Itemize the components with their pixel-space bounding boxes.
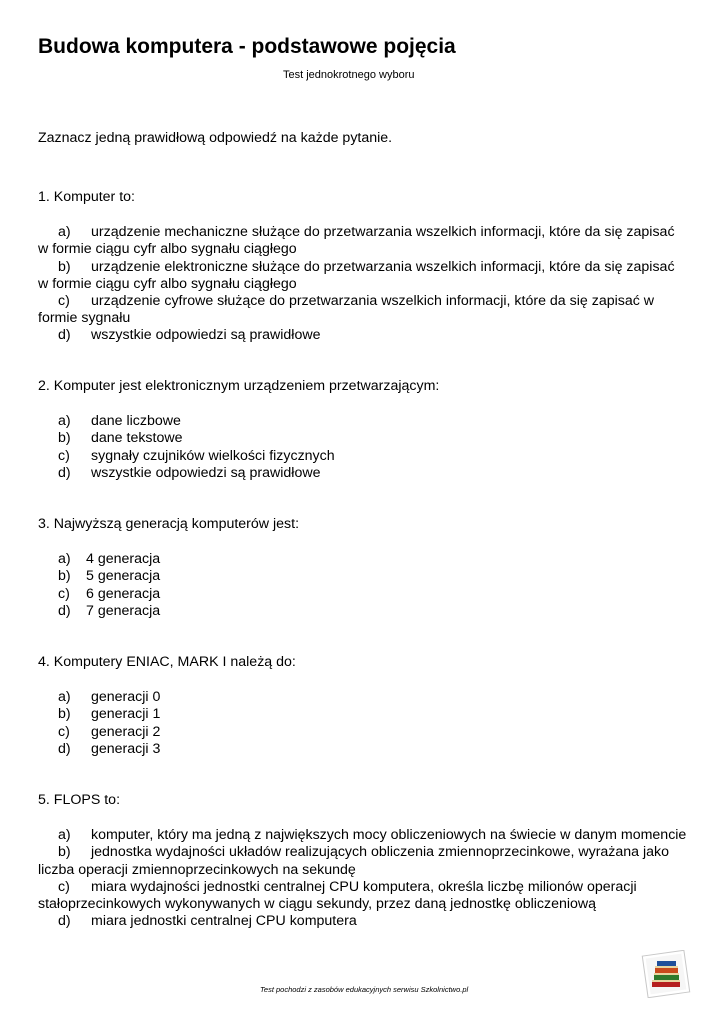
answer-option[interactable] xyxy=(38,827,688,844)
answer-list xyxy=(38,413,688,482)
footer-source-note: Test pochodzi z zasobów edukacyjnych serwisu Szkolnictwo.pl xyxy=(260,985,469,994)
answer-letter: d) xyxy=(58,602,71,619)
question-1 xyxy=(38,189,688,345)
answer-option[interactable] xyxy=(38,689,688,706)
question-text: 4. Komputery ENIAC, MARK I należą do: xyxy=(38,654,296,670)
question-text: 3. Najwyższą generacją komputerów jest: xyxy=(38,516,300,532)
answer-text: jednostka wydajności układów realizujących obliczenia zmiennoprzecinkowe, wyrażana jako liczba operacji zmiennoprzecinkowych na sekundę xyxy=(38,844,670,878)
answer-option[interactable] xyxy=(38,844,688,878)
answer-text: 6 generacja xyxy=(86,585,161,602)
question-3 xyxy=(38,516,688,620)
question-text: 5. FLOPS to: xyxy=(38,792,121,808)
answer-option[interactable] xyxy=(38,327,688,344)
answer-option[interactable] xyxy=(38,586,688,603)
answer-option[interactable] xyxy=(38,224,688,258)
answer-text: generacji 0 xyxy=(91,689,161,706)
page-subtitle: Test jednokrotnego wyboru xyxy=(283,69,415,81)
answer-letter: a) xyxy=(58,413,71,430)
page-title: Budowa komputera - podstawowe pojęcia xyxy=(38,35,456,58)
answer-letter: d) xyxy=(58,327,71,344)
answer-letter: b) xyxy=(58,844,71,861)
answer-text: 7 generacja xyxy=(86,602,161,619)
answer-text: dane liczbowe xyxy=(91,413,181,430)
answer-letter: d) xyxy=(58,740,71,757)
answer-text: generacji 3 xyxy=(91,740,161,757)
answer-letter: a) xyxy=(58,224,71,241)
instruction-text: Zaznacz jedną prawidłową odpowiedź na każde pytanie. xyxy=(38,130,393,146)
books-stack-icon xyxy=(640,950,692,998)
answer-option[interactable] xyxy=(38,293,688,327)
answer-option[interactable] xyxy=(38,741,688,758)
answer-text: miara jednostki centralnej CPU komputera xyxy=(91,913,357,930)
answer-list xyxy=(38,827,688,930)
answer-option[interactable] xyxy=(38,465,688,482)
answer-option[interactable] xyxy=(38,568,688,585)
answer-letter: a) xyxy=(58,689,71,706)
answer-text: urządzenie elektroniczne służące do przetwarzania wszelkich informacji, które da się zapisać w formie ciągu cyfr albo sygnału ciągłego xyxy=(38,258,675,292)
answer-letter: b) xyxy=(58,258,71,275)
answer-letter: b) xyxy=(58,430,71,447)
answer-text: wszystkie odpowiedzi są prawidłowe xyxy=(91,464,321,481)
question-text: 1. Komputer to: xyxy=(38,189,135,205)
answer-text: miara wydajności jednostki centralnej CPU komputera, określa liczbę milionów operacji stałoprzecinkowych wykonywanych w ciągu sekundy, przez daną jednostkę obliczeniową xyxy=(38,878,637,913)
question-text: 2. Komputer jest elektronicznym urządzeniem przetwarzającym: xyxy=(38,378,440,394)
answer-text: 4 generacja xyxy=(86,551,161,568)
answer-letter: c) xyxy=(58,723,70,740)
answer-letter: b) xyxy=(58,706,71,723)
answer-text: urządzenie mechaniczne służące do przetwarzania wszelkich informacji, które da się zapisać w formie ciągu cyfr albo sygnału ciągłego xyxy=(38,224,675,258)
answer-list xyxy=(38,551,688,620)
answer-option[interactable] xyxy=(38,706,688,723)
answer-option[interactable] xyxy=(38,448,688,465)
answer-option[interactable] xyxy=(38,879,688,913)
answer-option[interactable] xyxy=(38,724,688,741)
answer-text: generacji 1 xyxy=(91,706,161,723)
answer-option[interactable] xyxy=(38,603,688,620)
answer-letter: c) xyxy=(58,878,70,895)
answer-letter: d) xyxy=(58,464,71,481)
answer-option[interactable] xyxy=(38,259,688,293)
answer-text: sygnały czujników wielkości fizycznych xyxy=(91,447,335,464)
answer-letter: c) xyxy=(58,447,70,464)
answer-text: 5 generacja xyxy=(86,568,161,585)
answer-option[interactable] xyxy=(38,913,688,930)
answer-option[interactable] xyxy=(38,413,688,430)
question-5 xyxy=(38,792,688,930)
answer-option[interactable] xyxy=(38,551,688,568)
answer-letter: b) xyxy=(58,568,71,585)
answer-letter: c) xyxy=(58,293,70,310)
answer-text: komputer, który ma jedną z największych mocy obliczeniowych na świecie w danym momencie xyxy=(91,827,687,844)
answer-text: generacji 2 xyxy=(91,723,161,740)
answer-text: wszystkie odpowiedzi są prawidłowe xyxy=(91,327,321,344)
answer-list xyxy=(38,224,688,344)
answer-list xyxy=(38,689,688,758)
answer-option[interactable] xyxy=(38,430,688,447)
answer-letter: a) xyxy=(58,551,71,568)
question-4 xyxy=(38,654,688,758)
answer-letter: a) xyxy=(58,827,71,844)
answer-text: dane tekstowe xyxy=(91,430,183,447)
answer-letter: c) xyxy=(58,585,70,602)
answer-text: urządzenie cyfrowe służące do przetwarzania wszelkich informacji, które da się zapisać w formie sygnału xyxy=(38,293,655,327)
question-2 xyxy=(38,378,688,482)
answer-letter: d) xyxy=(58,913,71,930)
